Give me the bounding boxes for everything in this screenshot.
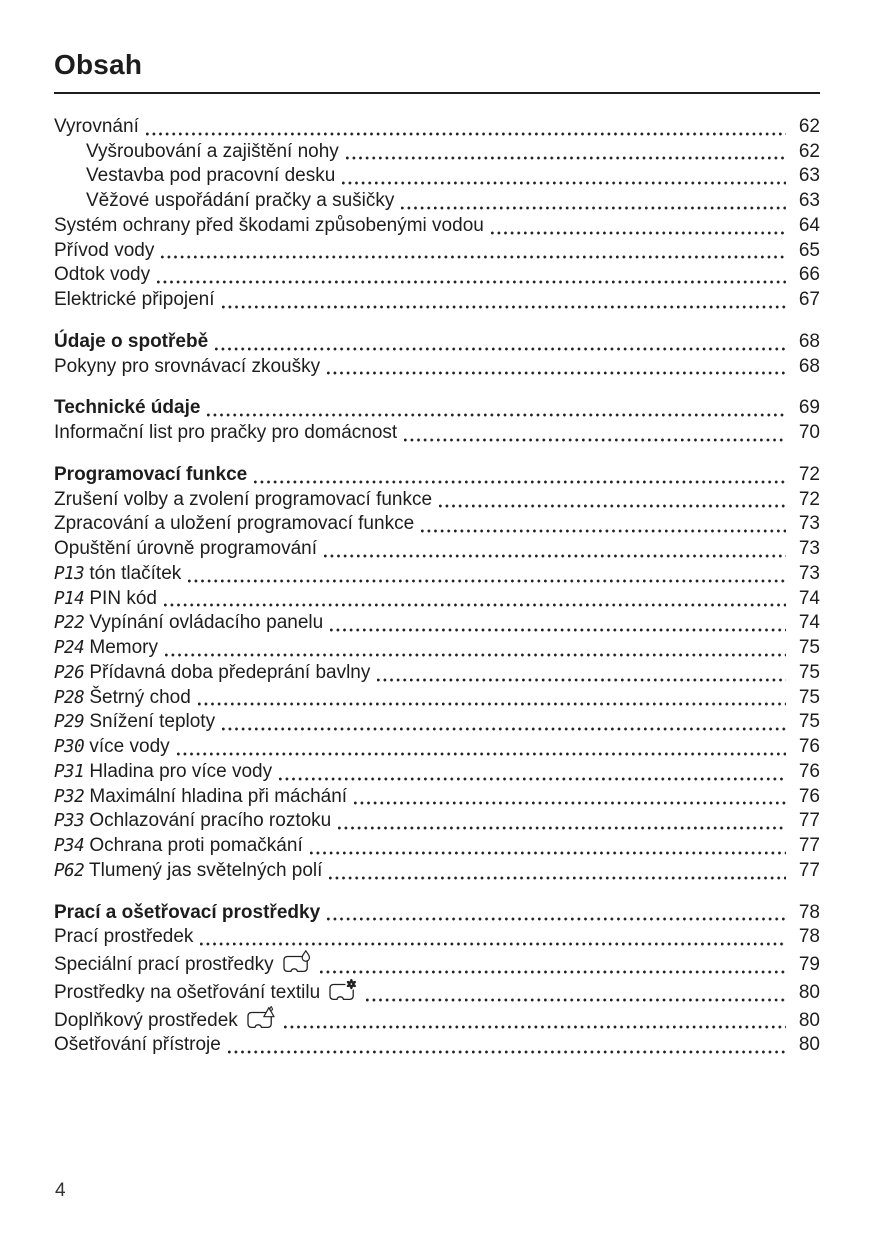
dot-leader (254, 479, 786, 485)
dot-leader (279, 776, 786, 782)
toc-entry-page: 66 (798, 264, 820, 286)
page-title: Obsah (54, 49, 143, 80)
toc-entry-label: Speciální prací prostředky (54, 950, 313, 978)
toc-entry-page: 80 (798, 981, 820, 1003)
toc-entry (54, 164, 820, 189)
toc-entry-label: P34 Ochrana proti pomačkání (54, 835, 303, 857)
dot-leader (222, 726, 786, 732)
toc-entry-label: P14 PIN kód (54, 587, 157, 609)
toc-entry (54, 735, 820, 760)
toc-entry (54, 214, 820, 239)
dot-leader (404, 437, 786, 443)
toc-entry-label: Věžové uspořádání pračky a sušičky (86, 190, 395, 212)
toc-entry-label: Vestavba pod pracovní desku (86, 165, 336, 187)
toc-entry-page: 69 (798, 397, 820, 419)
toc-entry (54, 834, 820, 859)
program-code: P28 (54, 687, 85, 708)
toc-entry-label: P62 Tlumený jas světelných polí (54, 859, 323, 881)
toc-entry-page: 74 (798, 612, 820, 634)
toc-entry (54, 239, 820, 264)
toc-entry-page: 80 (798, 1009, 820, 1031)
toc-entry-label: P22 Vypínání ovládacího panelu (54, 612, 324, 634)
program-code: P31 (54, 761, 85, 782)
program-code: P14 (54, 588, 85, 609)
title-rule (54, 92, 820, 94)
toc-entry (54, 809, 820, 834)
toc-entry-label: P32 Maximální hladina při máchání (54, 785, 348, 807)
toc-entry-label: Prací prostředek (54, 926, 194, 948)
toc-entry-label: Elektrické připojení (54, 289, 215, 311)
toc-entry-label: Údaje o spotřebě (54, 330, 209, 352)
toc-entry (54, 463, 820, 488)
toc-entry-label: Vyšroubování a zajištění nohy (86, 140, 339, 162)
toc-entry-page: 78 (798, 901, 820, 923)
toc-entry-label: Technické údaje (54, 397, 201, 419)
toc-entry-label: Zpracování a uložení programovací funkce (54, 513, 415, 535)
toc-entry-page: 67 (798, 289, 820, 311)
toc-entry (54, 661, 820, 686)
toc-entry (54, 488, 820, 513)
dot-leader (346, 155, 786, 161)
dot-leader (222, 304, 786, 310)
toc-entry-page: 77 (798, 810, 820, 832)
dot-leader (401, 205, 786, 211)
toc-entry (54, 355, 820, 380)
toc-entry (54, 611, 820, 636)
toc-entry (54, 978, 820, 1006)
dot-leader (320, 969, 786, 975)
toc-entry-page: 63 (798, 165, 820, 187)
toc-entry-page: 79 (798, 954, 820, 976)
toc-entry-page: 75 (798, 711, 820, 733)
toc-entry-label: P28 Šetrný chod (54, 686, 191, 708)
program-code: P24 (54, 638, 85, 659)
toc-entry (54, 140, 820, 165)
dot-leader (330, 627, 786, 633)
toc-entry-page: 64 (798, 214, 820, 236)
toc-entry-page: 76 (798, 760, 820, 782)
program-code: P26 (54, 662, 85, 683)
dot-leader (215, 346, 786, 352)
toc-entry-page: 73 (798, 538, 820, 560)
toc-entry (54, 1006, 820, 1034)
toc-entry-page: 80 (798, 1034, 820, 1056)
dot-leader (198, 701, 786, 707)
toc-entry-page: 76 (798, 736, 820, 758)
toc-entry (54, 421, 820, 446)
dot-leader (327, 916, 786, 922)
dot-leader (366, 997, 786, 1003)
toc-entry-page: 74 (798, 587, 820, 609)
program-code: P22 (54, 613, 85, 634)
toc-entry-label: P33 Ochlazování pracího roztoku (54, 810, 332, 832)
toc-entry-label: Systém ochrany před škodami způsobenými vodou (54, 214, 484, 236)
dot-leader (324, 553, 786, 559)
program-code: P13 (54, 563, 85, 584)
toc-entry (54, 189, 820, 214)
toc-entry (54, 785, 820, 810)
toc-entry (54, 636, 820, 661)
toc-entry (54, 562, 820, 587)
toc-entry (54, 330, 820, 355)
dot-leader (338, 825, 786, 831)
dot-leader (177, 751, 786, 757)
toc-entry-page: 75 (798, 637, 820, 659)
toc-entry-page: 75 (798, 686, 820, 708)
toc-entry-page: 76 (798, 785, 820, 807)
toc-entry-label: Zrušení volby a zvolení programovací funkce (54, 488, 433, 510)
toc-entry (54, 901, 820, 926)
toc-entry (54, 512, 820, 537)
toc-entry (54, 950, 820, 978)
program-code: P33 (54, 811, 85, 832)
toc-entry (54, 587, 820, 612)
toc-entry (54, 859, 820, 884)
toc-entry (54, 115, 820, 140)
toc-entry-label: Vyrovnání (54, 115, 139, 137)
dot-leader (329, 875, 786, 881)
dispenser-triangle-drop-icon (245, 1006, 277, 1032)
toc-entry-label: Prostředky na ošetřování textilu (54, 978, 359, 1006)
toc-entry (54, 396, 820, 421)
toc-entry-page: 68 (798, 355, 820, 377)
program-code: P34 (54, 836, 85, 857)
dispenser-droplet-icon (281, 950, 313, 976)
toc-entry-page: 75 (798, 661, 820, 683)
toc-entry-label: Programovací funkce (54, 463, 248, 485)
dot-leader (421, 528, 786, 534)
toc-entry-label: Pokyny pro srovnávací zkoušky (54, 355, 321, 377)
dot-leader (200, 941, 786, 947)
toc-entry-label: Informační list pro pračky pro domácnost (54, 422, 398, 444)
toc-entry (54, 686, 820, 711)
toc-entry-label: P29 Snížení teploty (54, 711, 216, 733)
toc-entry-label: Opuštění úrovně programování (54, 538, 317, 560)
toc-entry-label: P31 Hladina pro více vody (54, 760, 273, 782)
toc-entry (54, 288, 820, 313)
toc-entry-page: 77 (798, 859, 820, 881)
dot-leader (342, 180, 786, 186)
dot-leader (377, 677, 786, 683)
toc-entry (54, 263, 820, 288)
toc-entry-page: 73 (798, 513, 820, 535)
dot-leader (327, 370, 786, 376)
toc-entry-page: 62 (798, 140, 820, 162)
toc-entry-page: 68 (798, 330, 820, 352)
dot-leader (146, 131, 786, 137)
dispenser-flower-icon (327, 978, 359, 1004)
dot-leader (491, 230, 786, 236)
program-code: P30 (54, 737, 85, 758)
dot-leader (207, 412, 786, 418)
toc-entry-label: Ošetřování přístroje (54, 1034, 221, 1056)
toc-entry-page: 77 (798, 835, 820, 857)
dot-leader (157, 279, 786, 285)
program-code: P29 (54, 712, 85, 733)
toc-entry-page: 78 (798, 926, 820, 948)
toc-entry-page: 72 (798, 463, 820, 485)
dot-leader (310, 850, 786, 856)
toc-entry-label: P24 Memory (54, 637, 159, 659)
toc-entry-page: 62 (798, 115, 820, 137)
dot-leader (439, 503, 786, 509)
program-code: P32 (54, 786, 85, 807)
toc-entry (54, 710, 820, 735)
toc-entry-label: P26 Přídavná doba předeprání bavlny (54, 661, 371, 683)
toc-entry (54, 760, 820, 785)
dot-leader (228, 1049, 786, 1055)
toc-entry-label: Prací a ošetřovací prostředky (54, 901, 321, 923)
toc-entry (54, 1033, 820, 1058)
dot-leader (165, 652, 786, 658)
toc-entry-page: 63 (798, 190, 820, 212)
toc-entry-label: Přívod vody (54, 239, 155, 261)
toc-entry-page: 73 (798, 562, 820, 584)
dot-leader (188, 578, 786, 584)
dot-leader (284, 1024, 786, 1030)
dot-leader (164, 602, 786, 608)
toc-entry-label: P30 více vody (54, 736, 170, 758)
toc-entry (54, 925, 820, 950)
dot-leader (354, 800, 786, 806)
toc-entry-page: 65 (798, 239, 820, 261)
dot-leader (161, 254, 786, 260)
toc-entry-label: Odtok vody (54, 264, 151, 286)
page-number: 4 (55, 1180, 66, 1201)
toc-entry-page: 70 (798, 422, 820, 444)
toc-entry-page: 72 (798, 488, 820, 510)
toc-entry-label: P13 tón tlačítek (54, 562, 182, 584)
toc-entry-label: Doplňkový prostředek (54, 1006, 277, 1034)
table-of-contents (54, 115, 820, 1058)
program-code: P62 (54, 860, 85, 881)
toc-entry (54, 537, 820, 562)
